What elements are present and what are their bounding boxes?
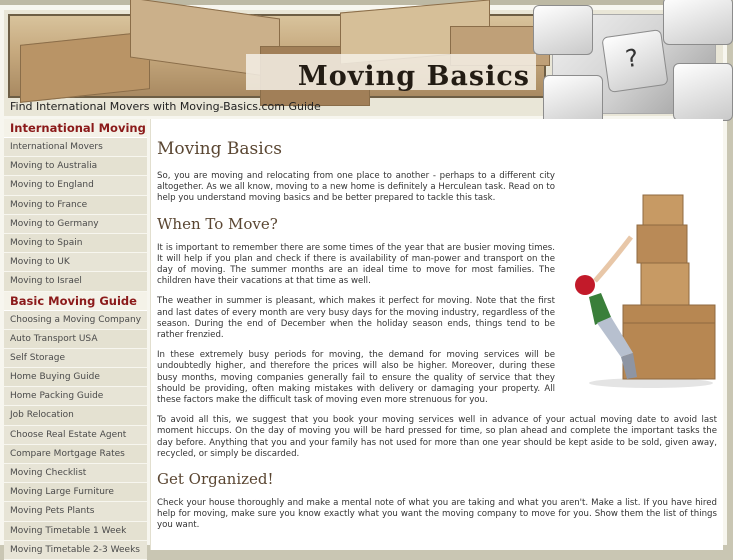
keyboard-key-icon [663, 0, 733, 45]
sidebar-item[interactable]: Moving Pets Plants [4, 502, 147, 521]
keyboard-image [552, 14, 716, 114]
sidebar-list-guide [4, 311, 147, 560]
sidebar-item[interactable]: Auto Transport USA [4, 330, 147, 349]
question-key-icon [601, 29, 668, 93]
sidebar-item[interactable]: Choosing a Moving Company [4, 311, 147, 330]
sidebar-item[interactable]: Moving to France [4, 196, 147, 215]
section-heading-when-to-move: When To Move? [157, 214, 278, 233]
page-title: Moving Basics [157, 139, 282, 159]
sidebar-item[interactable]: Compare Mortgage Rates [4, 445, 147, 464]
sidebar-nav [4, 119, 147, 555]
keyboard-key-icon [533, 5, 593, 55]
site-tagline: Find International Movers with Moving-Basics.com Guide [10, 100, 321, 113]
sidebar-item[interactable]: Home Packing Guide [4, 387, 147, 406]
sidebar-item[interactable]: Moving to Israel [4, 272, 147, 291]
header-banner[interactable] [8, 14, 546, 98]
paragraph: It is important to remember there are some times of the year that are busier moving times. It will help if you plan and check if there is availability of man-power and transport on the day of moving. The summer months are an ideal time to move for most families. The children have their vacations at that time as well. [157, 242, 555, 287]
woman-with-boxes-photo [571, 193, 719, 389]
sidebar-item[interactable]: Job Relocation [4, 406, 147, 425]
sidebar-item[interactable]: Moving Timetable 1 Week [4, 522, 147, 541]
sidebar-item[interactable]: Moving to UK [4, 253, 147, 272]
sidebar-heading-basic-guide[interactable]: Basic Moving Guide [4, 292, 147, 311]
sidebar-item[interactable]: Choose Real Estate Agent [4, 426, 147, 445]
sidebar-item[interactable]: Self Storage [4, 349, 147, 368]
paragraph: The weather in summer is pleasant, which makes it perfect for moving. Note that the first and last dates of every month are very busy days for the moving industry, regardless of the season. During the end of December when the holiday season ends, things tend to be rather frenzied. [157, 296, 555, 341]
sidebar-item[interactable]: Moving to Spain [4, 234, 147, 253]
sidebar-item[interactable]: Moving to Germany [4, 215, 147, 234]
sidebar-item[interactable]: Moving Checklist [4, 464, 147, 483]
sidebar-item[interactable]: Moving Large Furniture [4, 483, 147, 502]
sidebar-item[interactable]: Home Buying Guide [4, 368, 147, 387]
intro-paragraph: So, you are moving and relocating from one place to another - perhaps to a different city altogether. As we all know, moving to a new home is definitely a Herculean task. Read on to help you understand moving basics and be better prepared to tackle this task. [157, 171, 555, 204]
sidebar-item[interactable]: Moving to Australia [4, 157, 147, 176]
paragraph: To avoid all this, we suggest that you book your moving services well in advance of your actual moving date to avoid last moment hiccups. On the day of moving you will be hard pressed for time, so plan ahead and complete the important tasks the day before. Anything that you and your family has not used for more than one year should be kept aside to be sold, given away, recycled, or simply be discarded. [157, 415, 717, 459]
main-content [150, 119, 723, 550]
sidebar-list-international [4, 138, 147, 292]
site-logo[interactable]: Moving Basics [297, 61, 530, 92]
sidebar-heading-international[interactable]: International Moving [4, 119, 147, 138]
sidebar-item[interactable]: International Movers [4, 138, 147, 157]
section-heading-get-organized: Get Organized! [157, 470, 274, 489]
keyboard-key-icon [543, 75, 603, 125]
paragraph: In these extremely busy periods for moving, the demand for moving services will be undoubtedly higher, and therefore the prices will also be higher. Moreover, during these busy months, moving companies generally fail to ensure the quality of service that they should be providing, often making mistakes with delivery or damaging your property. All these factors make the difficult task of moving even more strenuous for you. [157, 350, 555, 406]
question-mark: ? [623, 43, 641, 74]
header [4, 10, 723, 116]
sidebar-item[interactable]: Moving to England [4, 176, 147, 195]
sidebar-item[interactable]: Moving Timetable 2-3 Weeks [4, 541, 147, 560]
keyboard-key-icon [673, 63, 733, 121]
paragraph: Check your house thoroughly and make a mental note of what you are taking and what you aren't. Make a list. If you have hired help for moving, make sure you know exactly what you want the moving company to move for you. Show them the list of things you want. [157, 498, 717, 531]
